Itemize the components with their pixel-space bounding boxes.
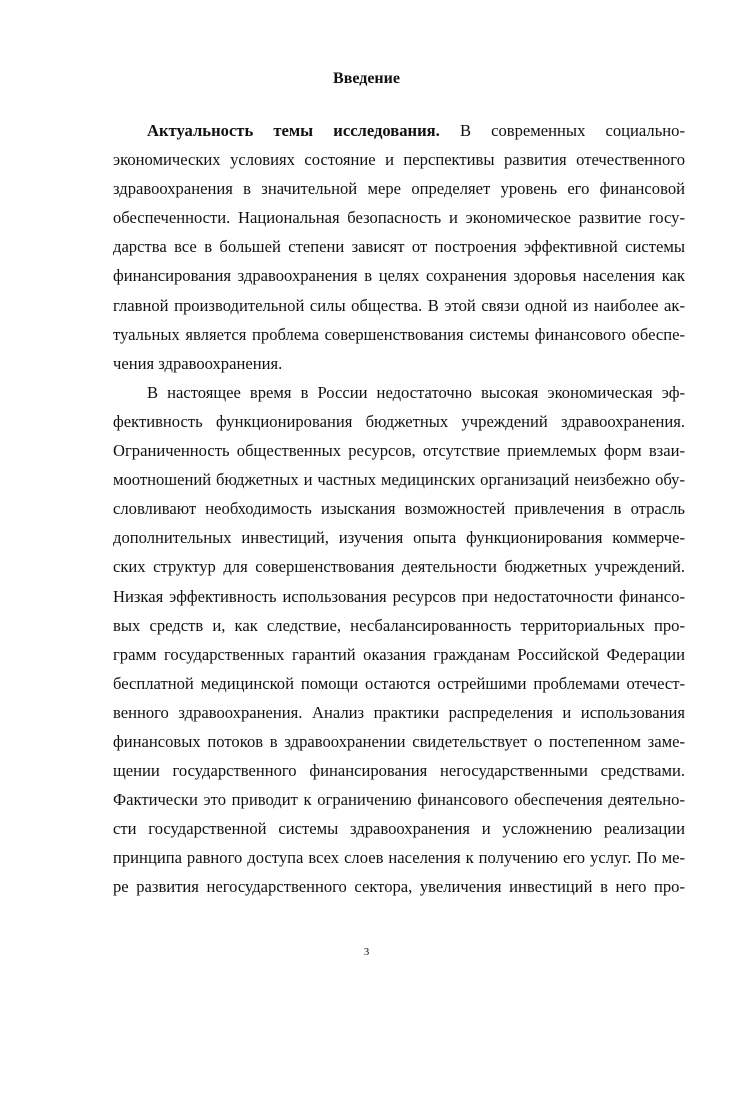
paragraph-line: туальных является проблема совершенствования системы финансового обеспе- xyxy=(113,324,685,344)
paragraph-current-state xyxy=(113,378,685,902)
paragraph-line: венного здравоохранения. Анализ практики распределения и использования xyxy=(113,702,685,722)
paragraph-line: главной производительной силы общества. В этой связи одной из наиболее ак- xyxy=(113,295,685,315)
paragraph-line: здравоохранения в значительной мере определяет уровень его финансовой xyxy=(113,179,685,199)
paragraph-line: словливают необходимость изыскания возможностей привлечения в отрасль xyxy=(113,499,685,519)
paragraph-line: Фактически это приводит к ограничению финансового обеспечения деятельно- xyxy=(113,790,685,810)
paragraph-line: моотношений бюджетных и частных медицинских организаций неизбежно обу- xyxy=(113,470,685,490)
section-heading: Введение xyxy=(333,70,400,87)
page-number: 3 xyxy=(363,946,370,958)
paragraph-line: сти государственной системы здравоохранения и усложнению реализации xyxy=(113,819,685,839)
paragraph-line: фективность функционирования бюджетных учреждений здравоохранения. xyxy=(113,411,685,431)
paragraph-line: дополнительных инвестиций, изучения опыта функционирования коммерче- xyxy=(113,528,685,548)
paragraph-line: финансирования здравоохранения в целях сохранения здоровья населения как xyxy=(113,266,685,286)
body-text xyxy=(113,116,685,902)
paragraph-line: дарства все в большей степени зависят от построения эффективной системы xyxy=(113,237,685,257)
paragraph-line: бесплатной медицинской помощи остаются острейшими проблемами отечест- xyxy=(113,673,685,693)
paragraph-line: грамм государственных гарантий оказания гражданам Российской Федерации xyxy=(113,644,685,664)
paragraph-line: Ограниченность общественных ресурсов, отсутствие приемлемых форм взаи- xyxy=(113,441,685,461)
paragraph-line: ре развития негосударственного сектора, увеличения инвестиций в него про- xyxy=(113,877,685,897)
paragraph-line: обеспеченности. Национальная безопасность и экономическое развитие госу- xyxy=(113,208,685,228)
paragraph-line: чения здравоохранения. xyxy=(113,353,283,373)
paragraph-line: щении государственного финансирования негосударственными средствами. xyxy=(113,761,685,781)
paragraph-line: В настоящее время в России недостаточно высокая экономическая эф- xyxy=(147,382,685,402)
lead-phrase: Актуальность темы исследования. xyxy=(147,121,440,140)
paragraph-relevance xyxy=(113,116,685,378)
paragraph-line: ских структур для совершенствования деятельности бюджетных учреждений. xyxy=(113,557,685,577)
lead-line-continuation: В современных социально- xyxy=(459,121,685,140)
paragraph-line: Низкая эффективность использования ресурсов при недостаточности финансо- xyxy=(113,586,685,606)
paragraph-line: экономических условиях состояние и перспективы развития отечественного xyxy=(113,150,685,170)
paragraph-line: вых средств и, как следствие, несбалансированность территориальных про- xyxy=(113,615,685,635)
paragraph-line: принципа равного доступа всех слоев населения к получению его услуг. По ме- xyxy=(113,848,685,868)
paragraph-line xyxy=(113,116,685,145)
paragraph-line: финансовых потоков в здравоохранении свидетельствует о постепенном заме- xyxy=(113,731,685,751)
